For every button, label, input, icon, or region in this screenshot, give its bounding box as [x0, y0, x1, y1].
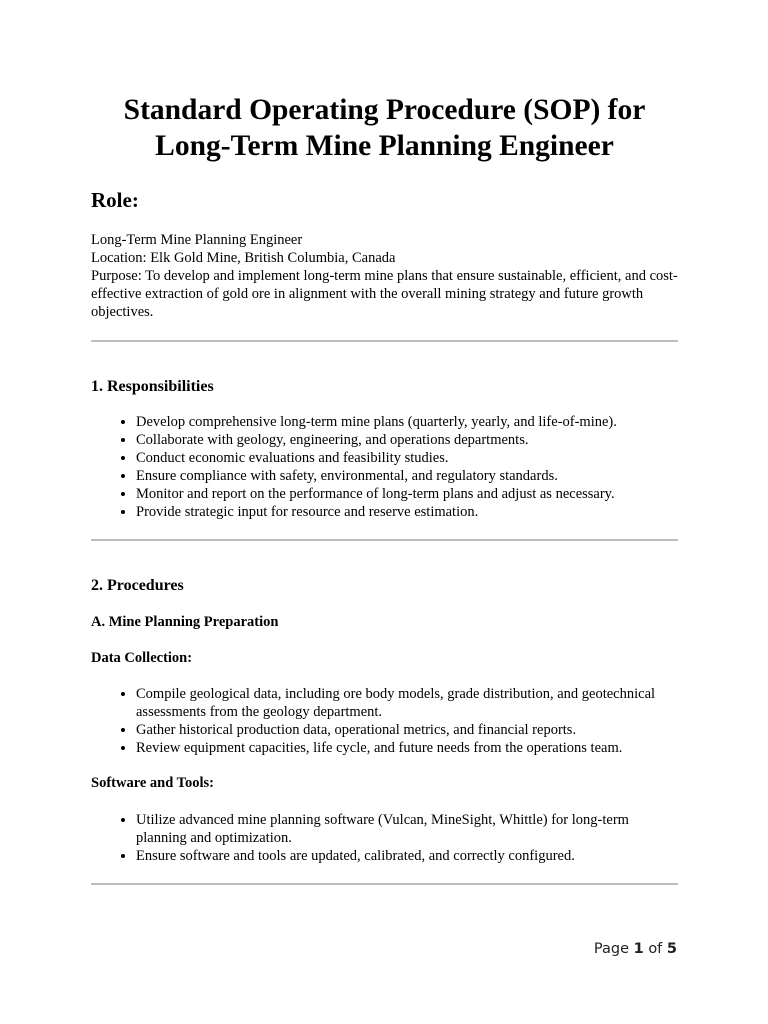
list-item: • Ensure software and tools are updated, calibrated, and correctly configured. — [136, 847, 678, 865]
list-item: • Review equipment capacities, life cycle, and future needs from the operations team. — [136, 739, 678, 757]
divider — [91, 883, 678, 885]
list-item: • Compile geological data, including ore body models, grade distribution, and geotechnical assessments from the geology department. — [136, 685, 678, 721]
list-item: • Utilize advanced mine planning software (Vulcan, MineSight, Whittle) for long-term planning and optimization. — [136, 811, 678, 847]
title-line-2: Long-Term Mine Planning Engineer — [155, 130, 614, 162]
page-number — [594, 941, 677, 957]
role-location: Location: Elk Gold Mine, British Columbia, Canada — [91, 250, 396, 266]
role-heading: Role: — [91, 188, 139, 212]
list-item: • Conduct economic evaluations and feasibility studies. — [136, 449, 678, 467]
responsibilities-list — [91, 413, 678, 521]
role-info — [91, 231, 678, 321]
document-page — [91, 92, 678, 885]
procedures-heading: 2. Procedures — [91, 577, 184, 594]
responsibilities-heading: 1. Responsibilities — [91, 378, 214, 395]
list-item: • Gather historical production data, operational metrics, and financial reports. — [136, 721, 678, 739]
list-item: • Develop comprehensive long-term mine plans (quarterly, yearly, and life-of-mine). — [136, 413, 678, 431]
of-word: of — [648, 941, 663, 957]
role-purpose: Purpose: To develop and implement long-term mine plans that ensure sustainable, efficient, and cost-effective extraction of gold ore in alignment with the overall mining strategy and future growth objectives. — [91, 268, 678, 320]
page-title — [91, 92, 678, 164]
divider — [91, 340, 678, 342]
current-page: 1 — [633, 941, 644, 957]
title-line-1: Standard Operating Procedure (SOP) for — [123, 94, 646, 126]
list-item: • Ensure compliance with safety, environmental, and regulatory standards. — [136, 467, 678, 485]
role-name: Long-Term Mine Planning Engineer — [91, 232, 303, 248]
data-collection-label: Data Collection: — [91, 650, 193, 666]
software-tools-label: Software and Tools: — [91, 775, 215, 791]
divider — [91, 539, 678, 541]
list-item: • Provide strategic input for resource and reserve estimation. — [136, 503, 678, 521]
list-item: • Collaborate with geology, engineering, and operations departments. — [136, 431, 678, 449]
total-pages: 5 — [666, 941, 677, 957]
procedures-subheading: A. Mine Planning Preparation — [91, 614, 279, 630]
list-item: • Monitor and report on the performance of long-term plans and adjust as necessary. — [136, 485, 678, 503]
software-tools-list — [91, 811, 678, 865]
data-collection-list — [91, 685, 678, 757]
page-word: Page — [593, 941, 629, 957]
